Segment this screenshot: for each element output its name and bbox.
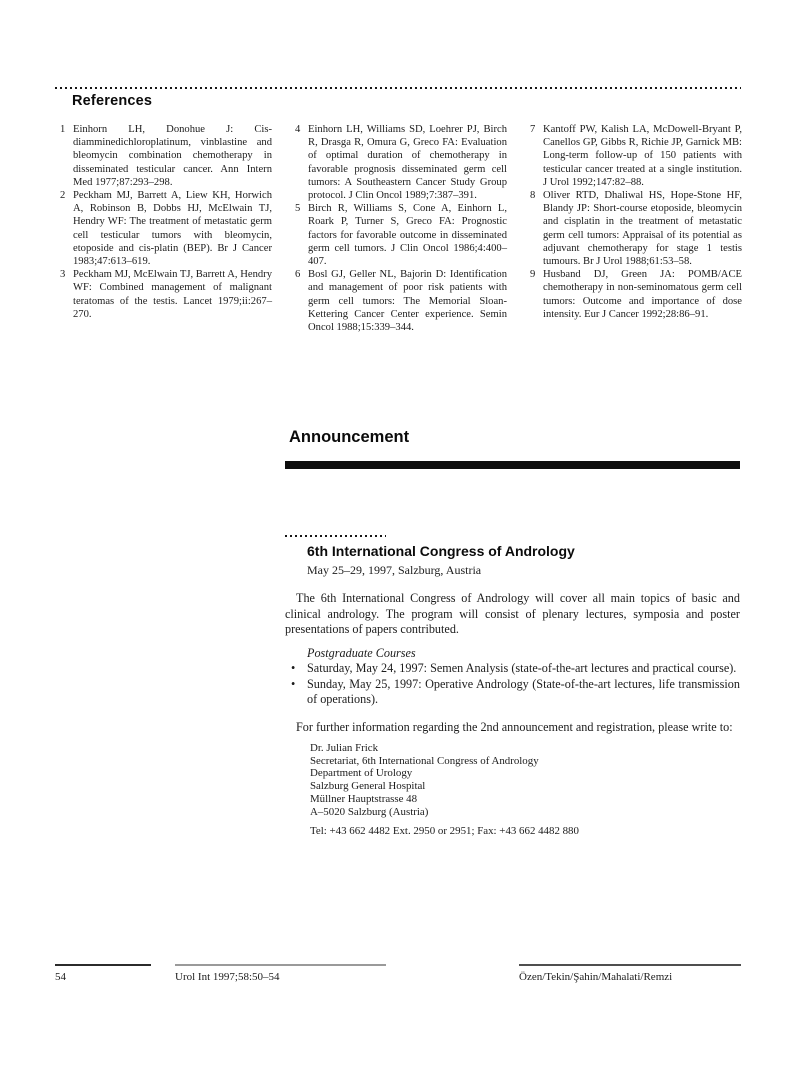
address-line-street: Müllner Hauptstrasse 48 [310, 792, 418, 805]
reference-item [60, 189, 272, 268]
running-authors: Özen/Tekin/Şahin/Mahalati/Remzi [519, 971, 673, 983]
references-column-1 [60, 123, 272, 334]
reference-item [530, 268, 742, 321]
reference-number: 2 [60, 190, 66, 202]
reference-number: 7 [530, 124, 536, 135]
authors-block [519, 964, 741, 984]
reference-number: 3 [60, 269, 66, 281]
address-line-department: Department of Urology [310, 767, 413, 780]
reference-item [60, 123, 272, 189]
congress-dotted-rule [285, 535, 386, 537]
references-section [60, 123, 742, 334]
reference-text: Peckham MJ, Barrett A, Liew KH, Horwich A, Robinson B, Dobbs HJ, McElwain TJ, Hendry WF: The treatment of metastatic germ cell testicular tumors with bleomycin, etoposide and cis-platin (BEP). Br J Cancer 1983;47:613–619. [73, 190, 272, 268]
courses-heading: Postgraduate Courses [307, 645, 416, 660]
bullet-icon: • [291, 676, 296, 691]
course-item [285, 661, 740, 677]
references-heading: References [72, 93, 153, 109]
journal-citation: Urol Int 1997;58:50–54 [175, 971, 280, 983]
reference-text: Einhorn LH, Williams SD, Loehrer PJ, Birch R, Drasga R, Omura G, Greco FA: Evaluation of optimal duration of chemotherapy in favorable prognosis disseminated germ cell tumors: A Southeastern Cancer Study Group protocol. J Clin Oncol 1989;7:387–391. [308, 124, 507, 202]
reference-text: Kantoff PW, Kalish LA, McDowell-Bryant P, Canellos GP, Gibbs R, Richie JP, Garnick MB: Long-term follow-up of 150 patients with testicular cancer treated at a single institution. J Urol 1992;147:82–88. [543, 124, 742, 188]
congress-intro: The 6th International Congress of Andrology will cover all main topics of basic and clinical andrology. The program will consist of plenary lectures, symposia and poster presentations of papers contributed. [285, 591, 740, 636]
further-info: For further information regarding the 2nd announcement and registration, please write to: [296, 719, 733, 734]
bullet-icon: • [291, 661, 296, 675]
address-line-secretariat: Secretariat, 6th International Congress of Andrology [310, 754, 539, 767]
page-number-block [55, 964, 151, 984]
reference-item [530, 189, 742, 268]
reference-text: Oliver RTD, Dhaliwal HS, Hope-Stone HF, Blandy JP: Short-course etoposide, bleomycin and cisplatin in the treatment of metastatic germ cell tumors: Appraisal of its potential as adjuvant chemotherapy for stage 1 testis tumours. Br J Urol 1988;61:53–58. [543, 190, 742, 268]
references-column-2 [295, 123, 507, 334]
address-line-hospital: Salzburg General Hospital [310, 780, 426, 793]
course-text: Sunday, May 25, 1997: Operative Andrology (State-of-the-art lectures, life transmission of operations). [307, 676, 740, 706]
section-divider-dotted [55, 87, 741, 89]
reference-number: 4 [295, 124, 301, 135]
contact-phone-fax: Tel: +43 662 4482 Ext. 2950 or 2951; Fax: +43 662 4482 880 [310, 825, 579, 838]
reference-number: 6 [295, 269, 301, 281]
reference-item [60, 268, 272, 321]
reference-number: 9 [530, 269, 536, 281]
reference-item [295, 268, 507, 334]
course-item [285, 677, 740, 708]
reference-item [295, 202, 507, 268]
congress-date: May 25–29, 1997, Salzburg, Austria [307, 563, 482, 577]
congress-title: 6th International Congress of Andrology [307, 543, 575, 559]
reference-text: Peckham MJ, McElwain TJ, Barrett A, Hendry WF: Combined management of malignant teratomas of the testis. Lancet 1979;ii:267–270. [73, 269, 272, 320]
reference-text: Birch R, Williams S, Cone A, Einhorn L, Roark P, Turner S, Greco FA: Prognostic factors for favorable outcome in disseminated germ cell tumors. J Clin Oncol 1986;4:400–407. [308, 203, 507, 268]
reference-item [295, 123, 507, 202]
course-text: Saturday, May 24, 1997: Semen Analysis (state-of-the-art lectures and practical course). [307, 661, 737, 675]
contact-address [310, 742, 740, 818]
reference-number: 1 [60, 124, 66, 135]
journal-citation-block [175, 964, 386, 984]
announcement-divider-bar [285, 461, 740, 469]
reference-number: 8 [530, 190, 536, 202]
references-column-3 [530, 123, 742, 334]
reference-text: Bosl GJ, Geller NL, Bajorin D: Identification and management of poor risk patients with germ cell tumors: The Memorial Sloan-Kettering Cancer Center experience. Semin Oncol 1988;15:339–344. [308, 269, 507, 334]
reference-item [530, 123, 742, 189]
address-line-city: A–5020 Salzburg (Austria) [310, 805, 429, 818]
announcement-section [285, 428, 740, 838]
page-number: 54 [55, 971, 66, 983]
announcement-heading: Announcement [289, 428, 410, 446]
address-line-name: Dr. Julian Frick [310, 742, 379, 754]
reference-number: 5 [295, 203, 301, 215]
reference-text: Einhorn LH, Donohue J: Cis-diamminedichloroplatinum, vinblastine and bleomycin combination chemotherapy in disseminated testicular cancer. Ann Intern Med 1977;87:293–298. [73, 124, 272, 188]
reference-text: Husband DJ, Green JA: POMB/ACE chemotherapy in non-seminomatous germ cell tumors: Outcome and importance of dose intensity. Eur J Cancer 1992;28:86–91. [543, 269, 742, 320]
